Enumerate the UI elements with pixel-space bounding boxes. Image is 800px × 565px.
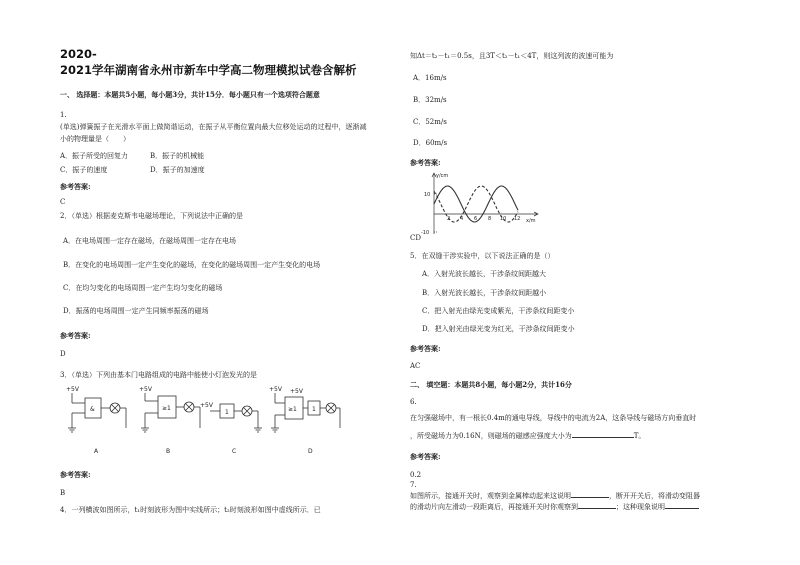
q6-stem-line1: 在匀强磁场中，有一根长0.4m的通电导线，导线中的电流为2A，这条导线与磁场方向垂直时 bbox=[410, 414, 697, 422]
q4-stem: 4．一列横波如图所示，t₁时刻波形为图中实线所示；t₂时刻波形如图中虚线所示．已 bbox=[60, 506, 321, 514]
q1-stem-line1: (单选)弹簧振子在光滑水平面上做简谐运动，在振子从平衡位置向最大位移处运动的过程中，逐渐减 bbox=[60, 123, 367, 131]
q3-c-gate-symbol: 1 bbox=[225, 409, 229, 416]
q4-graph-y-tick-10: 10 bbox=[424, 192, 431, 198]
q1-option-a: A．振子所受的回复力 bbox=[60, 152, 129, 160]
q3-a-gate-symbol: & bbox=[90, 406, 95, 413]
q3-answer: B bbox=[60, 489, 66, 497]
q2-option-d: D．振荡的电场周围一定产生同频率振荡的磁场 bbox=[63, 307, 209, 315]
q7-blank-2 bbox=[578, 508, 616, 509]
q3-reference-label: 参考答案: bbox=[60, 470, 91, 479]
q7-stem-line2 bbox=[410, 503, 699, 512]
q3-d-voltage-label: +5V bbox=[269, 386, 282, 393]
document-title-line1: 2020- bbox=[60, 47, 97, 61]
q7-stem-line2-text: 的滑动片向左滑动一段距离后，再接通开关时你观察到 bbox=[410, 503, 578, 511]
q6-reference-label: 参考答案: bbox=[410, 452, 441, 461]
q4-option-c: C．52m/s bbox=[413, 118, 447, 126]
section-heading-fill-in: 二、 填空题：本题共8小题，每小题2分，共计16分 bbox=[410, 380, 572, 389]
q3-label-c: C bbox=[232, 448, 237, 455]
q3-c-voltage-label: +5V bbox=[200, 402, 213, 409]
q3-d-voltage-label-2: +5V bbox=[290, 388, 303, 395]
q5-option-b: B．入射光波长越长，干涉条纹间距越小 bbox=[422, 289, 547, 297]
q6-stem-line2 bbox=[410, 432, 645, 441]
q4-graph-x-axis-label: x/m bbox=[526, 218, 536, 224]
q7-stem-line1-tail: ，断开开关后，将滑动变阻器 bbox=[609, 492, 700, 500]
q1-number: 1. bbox=[60, 111, 67, 119]
q3-b-gate-symbol: ≥1 bbox=[162, 405, 171, 412]
q1-option-b: B．振子的机械能 bbox=[150, 152, 205, 160]
q7-stem-line2-tail: ；这种现象说明 bbox=[616, 503, 665, 511]
q5-reference-label: 参考答案: bbox=[410, 344, 441, 353]
q4-option-a: A．16m/s bbox=[413, 74, 447, 82]
q3-stem: 3．（单选）下列由基本门电路组成的电路中能使小灯泡发光的是 bbox=[60, 371, 257, 379]
q3-d-gate2-symbol: 1 bbox=[312, 406, 316, 413]
q7-blank-3 bbox=[665, 508, 699, 509]
q1-answer: C bbox=[60, 198, 66, 206]
section-heading-choice: 一、 选择题：本题共5小题，每小题3分，共计15分．每小题只有一个选项符合题意 bbox=[60, 90, 320, 99]
q4-graph-x-tick-2: 2 bbox=[447, 216, 451, 222]
q4-graph-x-tick-12: 12 bbox=[514, 216, 521, 222]
q4-wave-graph bbox=[418, 170, 548, 238]
q4-graph-y-tick-neg10: -10 bbox=[421, 230, 430, 236]
q4-graph-x-tick-6: 6 bbox=[474, 216, 478, 222]
q2-answer: D bbox=[60, 350, 66, 358]
q4-option-d: D．60m/s bbox=[413, 139, 448, 147]
q5-option-c: C．把入射光由绿光变成紫光，干涉条纹间距变小 bbox=[422, 307, 575, 315]
q4-graph-x-tick-4: 4 bbox=[460, 216, 464, 222]
q2-option-a: A．在电场周围一定存在磁场，在磁场周围一定存在电场 bbox=[63, 237, 237, 245]
q4-reference-label: 参考答案: bbox=[410, 158, 441, 167]
q4-option-b: B．32m/s bbox=[413, 96, 447, 104]
q3-label-a: A bbox=[94, 448, 99, 455]
q4-stem-continued: 知Δt＝t₂－t₁＝0.5s，且3T＜t₂－t₁＜4T，则这列波的波速可能为 bbox=[410, 52, 614, 60]
q7-stem-line1 bbox=[410, 492, 700, 501]
q4-answer: CD bbox=[410, 234, 421, 242]
q4-graph-x-tick-10: 10 bbox=[500, 216, 507, 222]
q6-unit: T。 bbox=[633, 432, 646, 440]
q3-logic-circuits-figure bbox=[60, 383, 350, 458]
document-title-line2: 2021学年湖南省永州市新车中学高二物理模拟试卷含解析 bbox=[60, 63, 357, 77]
q7-number: 7. bbox=[410, 481, 417, 489]
q1-stem-line2: 小的物理量是（ ） bbox=[60, 135, 130, 143]
q3-label-b: B bbox=[166, 448, 171, 455]
q5-option-d: D．把入射光由绿光变为红光，干涉条纹间距变小 bbox=[422, 325, 575, 333]
q1-reference-label: 参考答案: bbox=[60, 182, 91, 191]
q6-stem-line2-text: ，所受磁场力为0.16N，则磁场的磁感应强度大小为 bbox=[410, 432, 572, 440]
q2-stem: 2．（单选）根据麦克斯韦电磁场理论，下列说法中正确的是 bbox=[60, 212, 243, 220]
q5-answer: AC bbox=[410, 362, 421, 370]
q1-option-c: C．振子的速度 bbox=[60, 166, 108, 174]
q2-option-c: C．在均匀变化的电场周围一定产生均匀变化的磁场 bbox=[63, 284, 223, 292]
q4-graph-y-axis-label: y/cm bbox=[436, 173, 449, 179]
q3-a-voltage-label: +5V bbox=[66, 386, 79, 393]
q1-option-d: D．振子的加速度 bbox=[150, 166, 205, 174]
q6-number: 6. bbox=[410, 398, 417, 406]
q7-stem-line1-text: 如图所示，接通开关时，观察到金属棒动起来这说明 bbox=[410, 492, 571, 500]
q3-b-voltage-label: +5V bbox=[139, 386, 152, 393]
q2-option-b: B．在变化的电场周围一定产生变化的磁场，在变化的磁场周围一定产生变化的电场 bbox=[63, 261, 321, 269]
q5-stem: 5．在双缝干涉实验中，以下说法正确的是（） bbox=[410, 252, 555, 260]
q6-blank bbox=[572, 437, 634, 438]
q6-answer: 0.2 bbox=[410, 471, 422, 479]
q3-d-gate-symbol: ≥1 bbox=[288, 406, 297, 413]
q4-graph-x-tick-8: 8 bbox=[488, 216, 492, 222]
q3-label-d: D bbox=[308, 448, 313, 455]
q7-blank-1 bbox=[571, 497, 609, 498]
q5-option-a: A．入射光波长越长，干涉条纹间距越大 bbox=[422, 270, 547, 278]
q2-reference-label: 参考答案: bbox=[60, 331, 91, 340]
